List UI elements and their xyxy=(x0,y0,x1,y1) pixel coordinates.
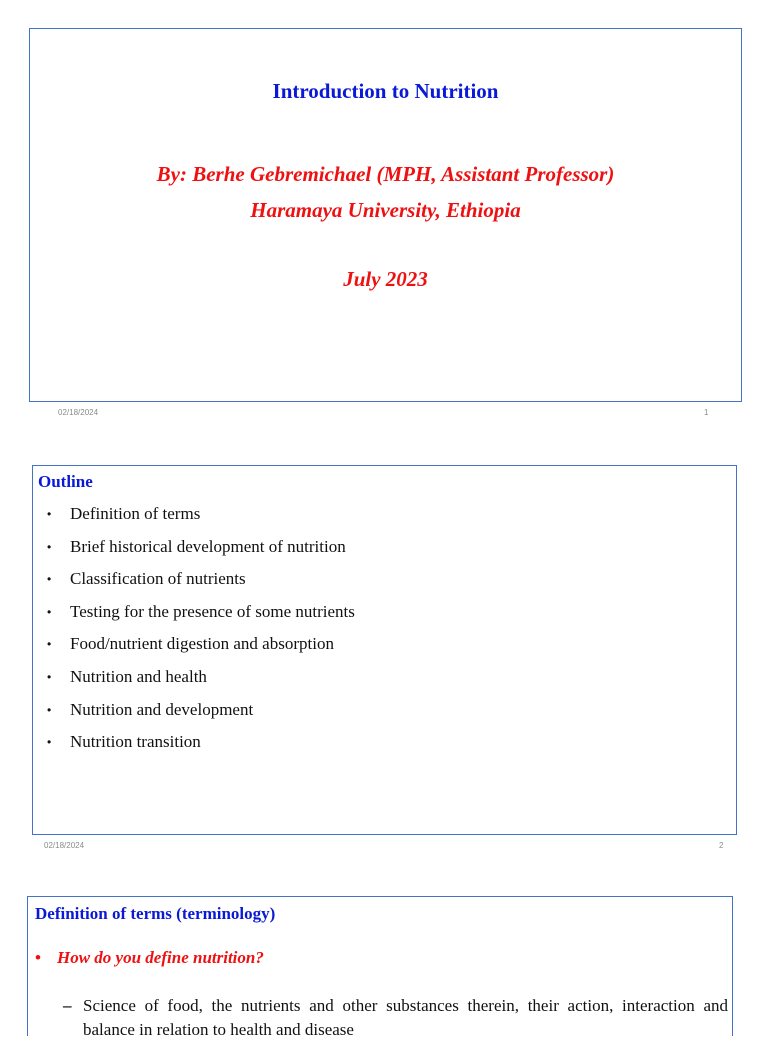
question-item: • How do you define nutrition? xyxy=(35,948,264,967)
list-item: • Nutrition transition xyxy=(47,732,355,765)
slide-2-page-number: 2 xyxy=(719,841,724,850)
bullet-icon: • xyxy=(47,572,52,587)
bullet-icon: • xyxy=(47,702,52,717)
date-line: July 2023 xyxy=(343,267,428,291)
list-item: • Testing for the presence of some nutrients xyxy=(47,602,355,635)
list-item: • Brief historical development of nutrition xyxy=(47,537,355,570)
list-item: • Food/nutrient digestion and absorption xyxy=(47,634,355,667)
slide-3 xyxy=(27,896,733,1039)
bullet-icon: • xyxy=(47,637,52,652)
slide-1-page-number: 1 xyxy=(704,408,709,417)
slide-2 xyxy=(32,465,737,835)
bullet-icon: • xyxy=(35,948,41,967)
author-line: By: Berhe Gebremichael (MPH, Assistant Professor) xyxy=(156,162,615,186)
dash-icon: – xyxy=(63,996,72,1015)
slide-2-footer-date: 02/18/2024 xyxy=(44,841,85,850)
definition-heading: Definition of terms (terminology) xyxy=(35,904,276,923)
bullet-icon: • xyxy=(47,669,52,684)
list-item: • Nutrition and development xyxy=(47,700,355,733)
list-item: • Definition of terms xyxy=(47,504,355,537)
list-item: • Classification of nutrients xyxy=(47,569,355,602)
bullet-icon: • xyxy=(47,735,52,750)
affiliation-line: Haramaya University, Ethiopia xyxy=(250,198,521,222)
bullet-icon: • xyxy=(47,604,52,619)
bullet-icon: • xyxy=(47,507,52,521)
bullet-icon: • xyxy=(47,539,52,554)
answer-item: – Science of food, the nutrients and other substances therein, their action, interaction and balance in relation to health and disease xyxy=(63,994,728,1042)
outline-list xyxy=(47,504,355,765)
outline-heading: Outline xyxy=(38,472,93,491)
slide-1 xyxy=(29,28,742,402)
slide-title: Introduction to Nutrition xyxy=(272,79,499,103)
slide-1-footer-date: 02/18/2024 xyxy=(58,408,99,417)
list-item: • Nutrition and health xyxy=(47,667,355,700)
